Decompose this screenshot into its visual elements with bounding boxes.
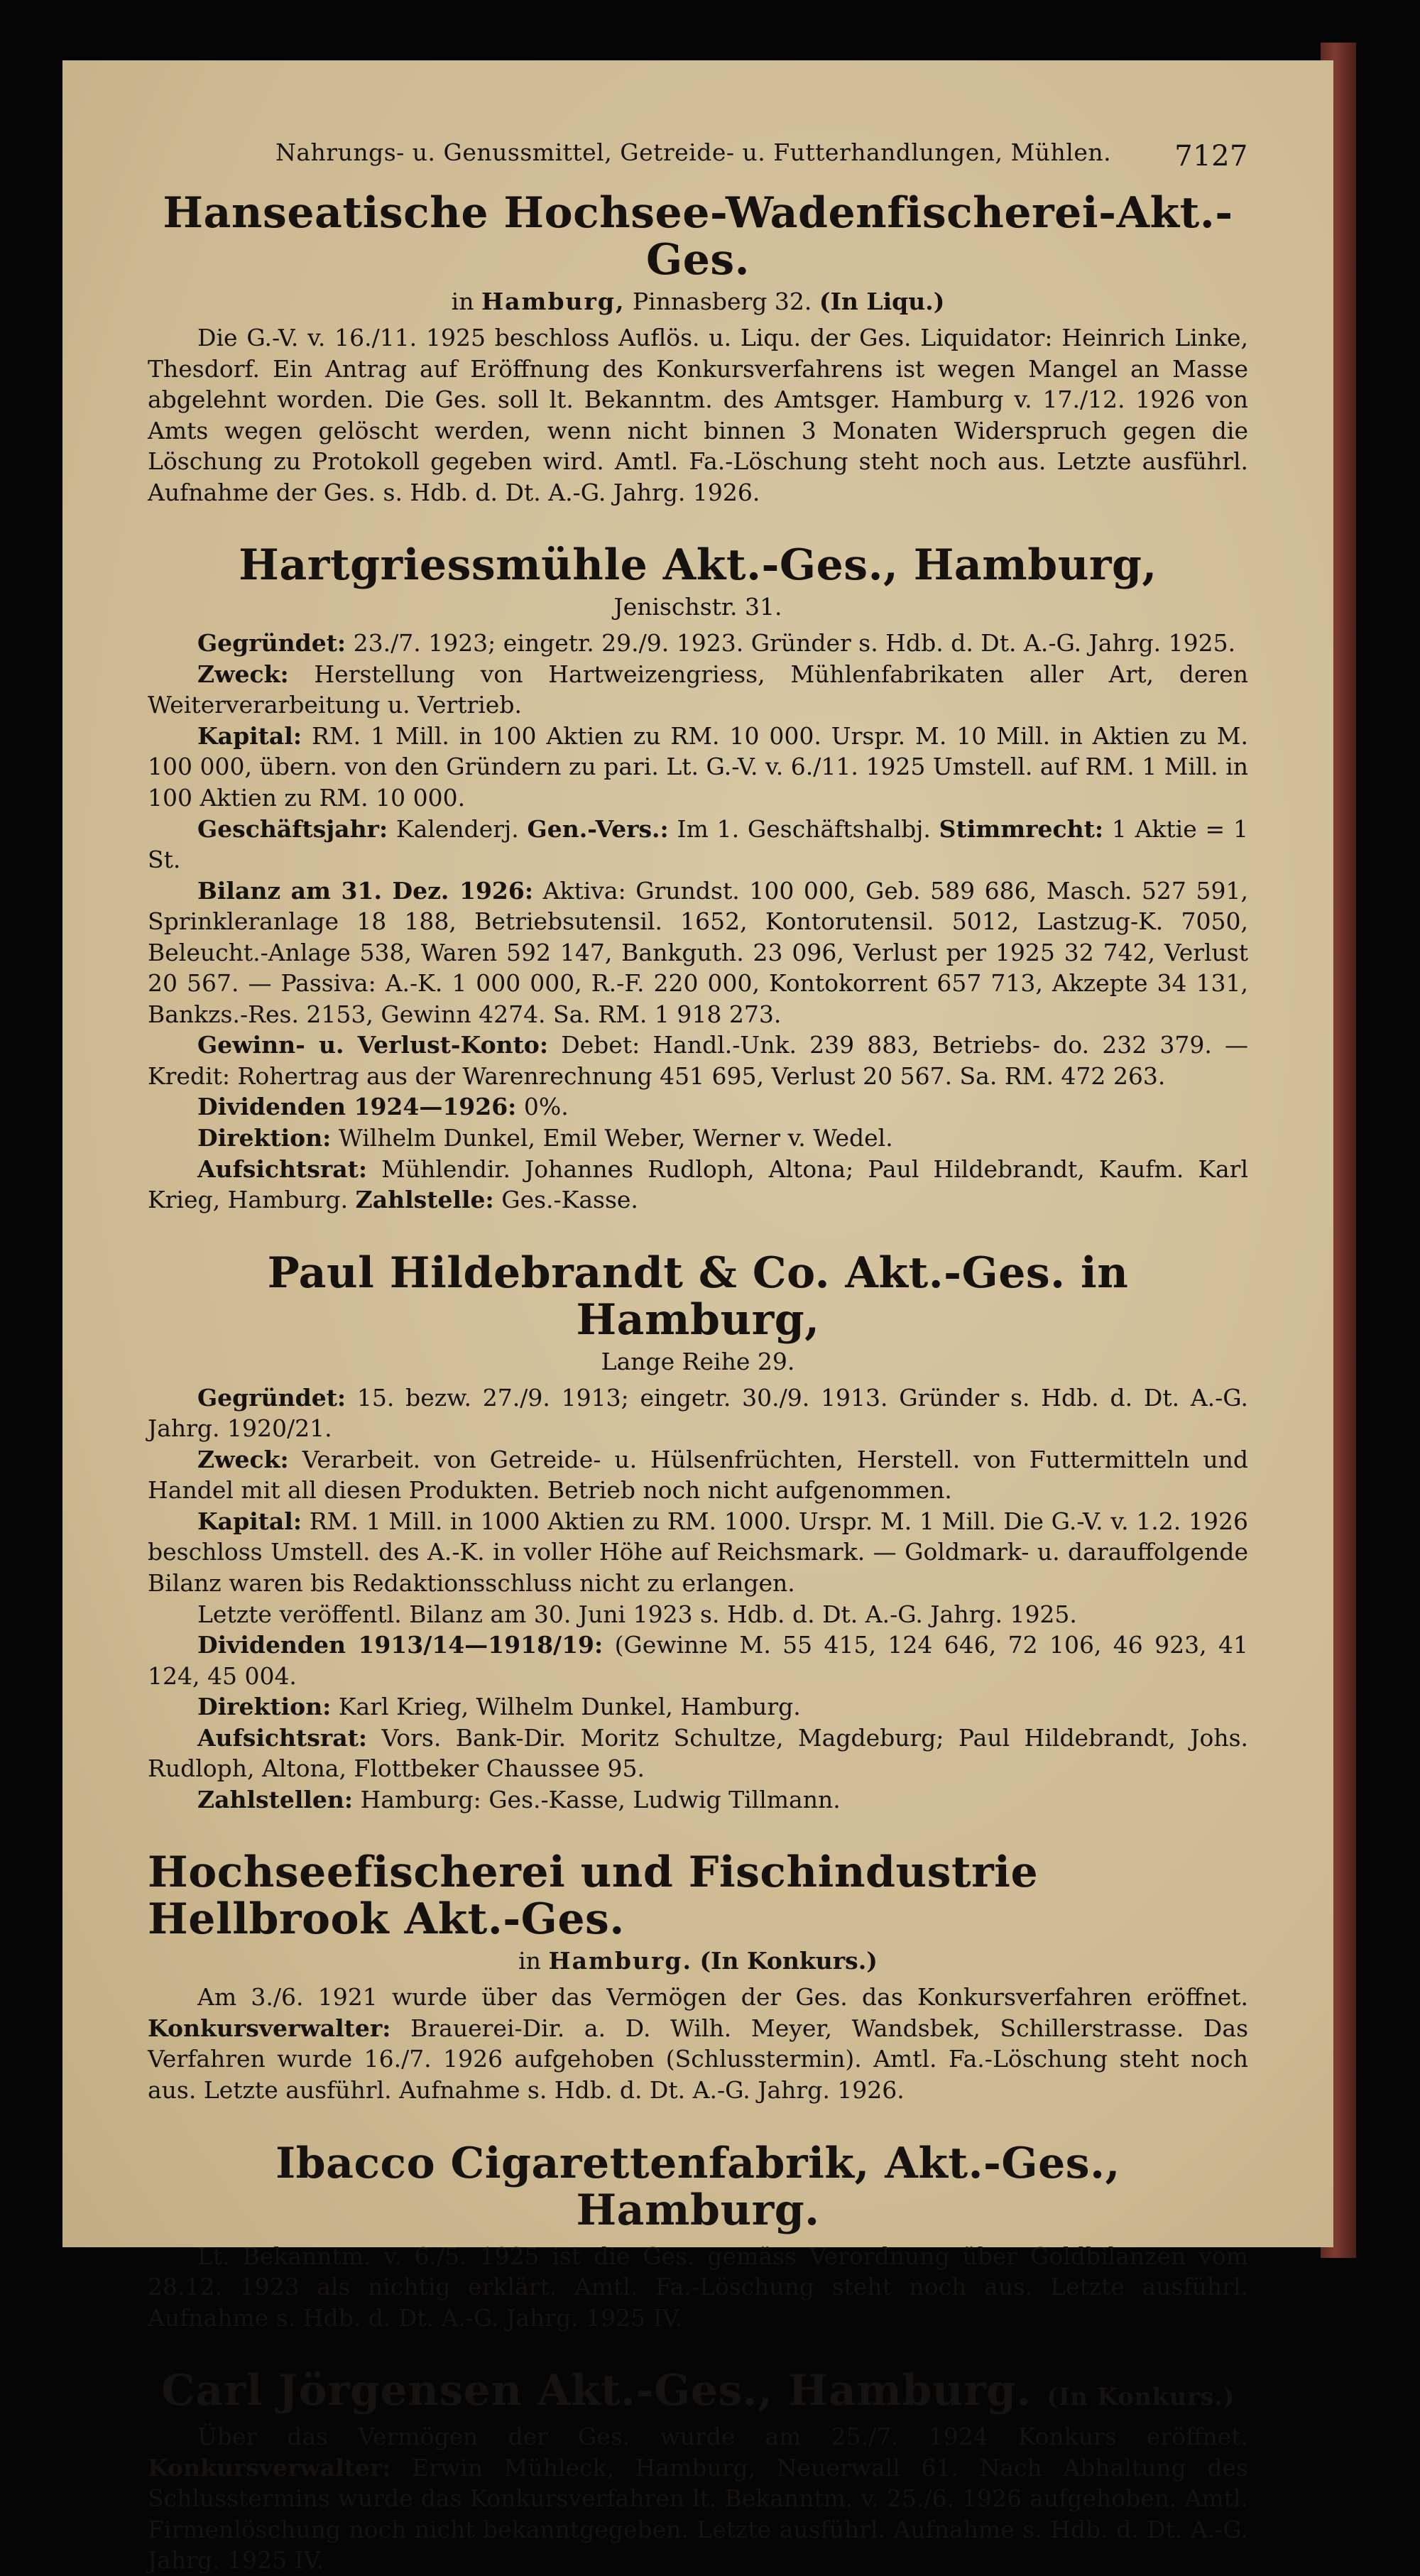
entry-text [148, 2421, 1248, 2576]
entry-ibacco [148, 2140, 1248, 2334]
entry-title: Hochseefischerei und Fischindustrie Hellbrook Akt.-Ges. [148, 1848, 1039, 1945]
balance-paragraph [148, 875, 1248, 1030]
value: Wilhelm Dunkel, Emil Weber, Werner v. Wedel. [338, 1124, 893, 1152]
purpose-paragraph [148, 659, 1248, 721]
address: Lange Reihe 29. [601, 1347, 795, 1375]
value: Karl Krieg, Wilhelm Dunkel, Hamburg. [338, 1693, 801, 1721]
board-paragraph [148, 1154, 1248, 1216]
label: Gegründet: [197, 629, 346, 657]
entry-joergensen [148, 2367, 1248, 2576]
dividends-paragraph [148, 1630, 1248, 1691]
entry-title: Paul Hildebrandt & Co. Akt.-Ges. in Hamburg, [267, 1248, 1129, 1345]
page-number: 7127 [1174, 140, 1248, 173]
label: Zweck: [197, 1445, 289, 1473]
label: Dividenden 1924—1926: [197, 1093, 517, 1121]
value: Kalenderj. [395, 814, 519, 843]
entry-location [148, 288, 1248, 315]
profit-loss-paragraph [148, 1030, 1248, 1091]
label: Direktion: [197, 1693, 332, 1721]
founded-paragraph [148, 628, 1248, 659]
board-paragraph [148, 1723, 1248, 1784]
value: Brauerei-Dir. a. D. Wilh. Meyer, Wandsbek, Schillerstrasse. Das Verfahren wurde 16./7. 1926 aufgehoben (Schlusstermin). Amtl. Fa.-Löschung steht noch aus. Letzte ausführl. Aufnahme s. Hdb. d. Dt. A.-G. Jahrg. 1926. [148, 2014, 1248, 2104]
city: Hamburg. [548, 1947, 692, 1975]
dividends-paragraph [148, 1091, 1248, 1123]
location-prefix: in [451, 288, 474, 315]
label: Geschäftsjahr: [197, 814, 388, 843]
value: Mühlendir. Johannes Rudloph, Altona; Paul Hildebrandt, Kaufm. Karl Krieg, Hamburg. [148, 1155, 1248, 1214]
capital-paragraph [148, 721, 1248, 814]
founded-paragraph [148, 1382, 1248, 1444]
value: RM. 1 Mill. in 1000 Aktien zu RM. 1000. Urspr. M. 1 Mill. Die G.-V. v. 1.2. 1926 beschloss Umstell. des A.-K. in voller Höhe auf Reichsmark. — Goldmark- u. darauffolgende Bilanz waren bis Redaktionsschluss nicht zu erlangen. [148, 1507, 1248, 1597]
label: Gewinn- u. Verlust-Konto: [197, 1031, 549, 1059]
label: Kapital: [197, 1507, 302, 1535]
value: Am 3./6. 1921 wurde über das Vermögen der Ges. das Konkursverfahren eröffnet. [197, 1983, 1248, 2012]
label: Zweck: [197, 660, 289, 688]
entry-title: Hanseatische Hochsee-Wadenfischerei-Akt.-Ges. [163, 188, 1233, 285]
city: Hamburg, [481, 288, 626, 315]
entry-hellbrook [148, 1849, 1248, 2105]
entry-title: Carl Jörgensen Akt.-Ges., Hamburg. [161, 2366, 1032, 2416]
value: Verarbeit. von Getreide- u. Hülsenfrüchten, Herstell. von Futtermitteln und Handel mit all diesen Produkten. Betrieb noch nicht aufgenommen. [148, 1445, 1248, 1505]
label: Kapital: [197, 721, 302, 750]
value: 1 Aktie = 1 St. [148, 814, 1248, 874]
status-badge: (In Liqu.) [819, 288, 945, 315]
value: (Gewinne M. 55 415, 124 646, 72 106, 46 923, 41 124, 45 004. [148, 1631, 1248, 1690]
value: RM. 1 Mill. in 100 Aktien zu RM. 10 000. Urspr. M. 10 Mill. in Aktien zu M. 100 000, übern. von den Gründern zu pari. Lt. G.-V. v. 6./11. 1925 Umstell. auf RM. 1 Mill. in 100 Aktien zu RM. 10 000. [148, 721, 1248, 812]
entry-text: Lt. Bekanntm. v. 6./5. 1925 ist die Ges. gemäss Verordnung über Goldbilanzen vom 28.12. 1923 als nichtig erklärt. Amtl. Fa.-Löschung steht noch aus. Letzte ausführl. Aufnahme s. Hdb. d. Dt. A.-G. Jahrg. 1925 IV. [148, 2242, 1248, 2332]
book-page [62, 60, 1333, 2575]
label: Aufsichtsrat: [197, 1723, 368, 1752]
value: 23./7. 1923; eingetr. 29./9. 1923. Gründer s. Hdb. d. Dt. A.-G. Jahrg. 1925. [353, 629, 1236, 657]
management-paragraph [148, 1123, 1248, 1154]
entry-title: Ibacco Cigarettenfabrik, Akt.-Ges., Hamburg. [275, 2138, 1120, 2235]
entry-hildebrandt [148, 1250, 1248, 1816]
entry-hanseatische [148, 190, 1248, 508]
purpose-paragraph [148, 1444, 1248, 1506]
entry-title: Hartgriessmühle Akt.-Ges., Hamburg, [239, 540, 1157, 591]
label: Bilanz am 31. Dez. 1926: [197, 876, 534, 905]
location-prefix: in [518, 1947, 541, 1975]
value: Im 1. Geschäftshalbj. [677, 814, 931, 843]
address: Jenischstr. 31. [613, 593, 782, 621]
entry-title-row [148, 2367, 1248, 2414]
label: Direktion: [197, 1124, 332, 1152]
value: Herstellung von Hartweizengriess, Mühlenfabrikaten aller Art, deren Weiterverarbeitung u. Vertrieb. [148, 660, 1248, 719]
capital-paragraph [148, 1506, 1248, 1599]
value: Vors. Bank-Dir. Moritz Schultze, Magdeburg; Paul Hildebrandt, Johs. Rudloph, Altona, Flottbeker Chaussee 95. [148, 1723, 1248, 1783]
entry-hartgriess [148, 542, 1248, 1215]
value: 0%. [523, 1093, 569, 1121]
label: Konkursverwalter: [148, 2014, 391, 2042]
address: Pinnasberg 32. [632, 288, 812, 315]
status-badge: (In Konkurs.) [699, 1947, 878, 1975]
value: Debet: Handl.-Unk. 239 883, Betriebs- do. 232 379. — Kredit: Rohertrag aus der Warenrechnung 451 695, Verlust 20 567. Sa. RM. 472 263. [148, 1031, 1249, 1090]
paying-agents-paragraph [148, 1784, 1248, 1816]
entry-text [148, 1982, 1248, 2105]
value: Ges.-Kasse. [501, 1186, 638, 1214]
running-title: Nahrungs- u. Genussmittel, Getreide- u. Futterhandlungen, Mühlen. [275, 138, 1112, 166]
balance-note-paragraph: Letzte veröffentl. Bilanz am 30. Juni 1923 s. Hdb. d. Dt. A.-G. Jahrg. 1925. [197, 1600, 1077, 1628]
value: 15. bezw. 27./9. 1913; eingetr. 30./9. 1913. Gründer s. Hdb. d. Dt. A.-G. Jahrg. 1920/21. [148, 1383, 1248, 1443]
label: Gegründet: [197, 1383, 346, 1412]
entry-text: Die G.-V. v. 16./11. 1925 beschloss Auflös. u. Liqu. der Ges. Liquidator: Heinrich Linke, Thesdorf. Ein Antrag auf Eröffnung des Konkursverfahrens ist wegen Mangel an Masse abgelehnt worden. Die Ges. soll lt. Bekanntm. des Amtsger. Hamburg v. 17./12. 1926 von Amts wegen gelöscht werden, wenn nicht binnen 3 Monaten Widerspruch gegen die Löschung zu Protokoll gegeben wird. Amtl. Fa.-Löschung steht noch aus. Letzte ausführl. Aufnahme der Ges. s. Hdb. d. Dt. A.-G. Jahrg. 1926. [148, 324, 1248, 506]
fiscal-year-paragraph [148, 814, 1248, 875]
entry-location [148, 1947, 1248, 1975]
running-head [148, 131, 1248, 174]
value: Erwin Mühleck, Hamburg, Neuerwall 61. Nach Abhaltung des Schlusstermins wurde das Konkursverfahren lt. Bekanntm. v. 25./6. 1926 aufgehoben. Amtl. Firmenlöschung noch nicht bekanntgegeben. Letzte ausführl. Aufnahme s. Hdb. d. Dt. A.-G. Jahrg. 1925 IV. [148, 2453, 1248, 2575]
status-badge: (In Konkurs.) [1047, 2383, 1235, 2412]
value: Hamburg: Ges.-Kasse, Ludwig Tillmann. [360, 1785, 841, 1813]
label: Konkursverwalter: [148, 2453, 391, 2482]
label: Zahlstellen: [197, 1785, 354, 1813]
value: Aktiva: Grundst. 100 000, Geb. 589 686, Masch. 527 591, Sprinkleranlage 18 188, Betriebsutensil. 1652, Kontorutensil. 5012, Lastzug-K. 7050, Beleucht.-Anlage 538, Waren 592 147, Bankguth. 23 096, Verlust per 1925 32 742, Verlust 20 567. — Passiva: A.-K. 1 000 000, R.-F. 220 000, Kontokorrent 657 713, Akzepte 34 131, Bankzs.-Res. 2153, Gewinn 4274. Sa. RM. 1 918 273. [148, 876, 1248, 1028]
label: Stimmrecht: [939, 814, 1104, 843]
label: Dividenden 1913/14—1918/19: [197, 1631, 604, 1659]
label: Gen.-Vers.: [527, 814, 669, 843]
label: Aufsichtsrat: [197, 1155, 368, 1183]
value: Über das Vermögen der Ges. wurde am 25./7. 1924 Konkurs eröffnet. [197, 2423, 1248, 2451]
label: Zahlstelle: [355, 1186, 494, 1214]
management-paragraph [148, 1691, 1248, 1723]
